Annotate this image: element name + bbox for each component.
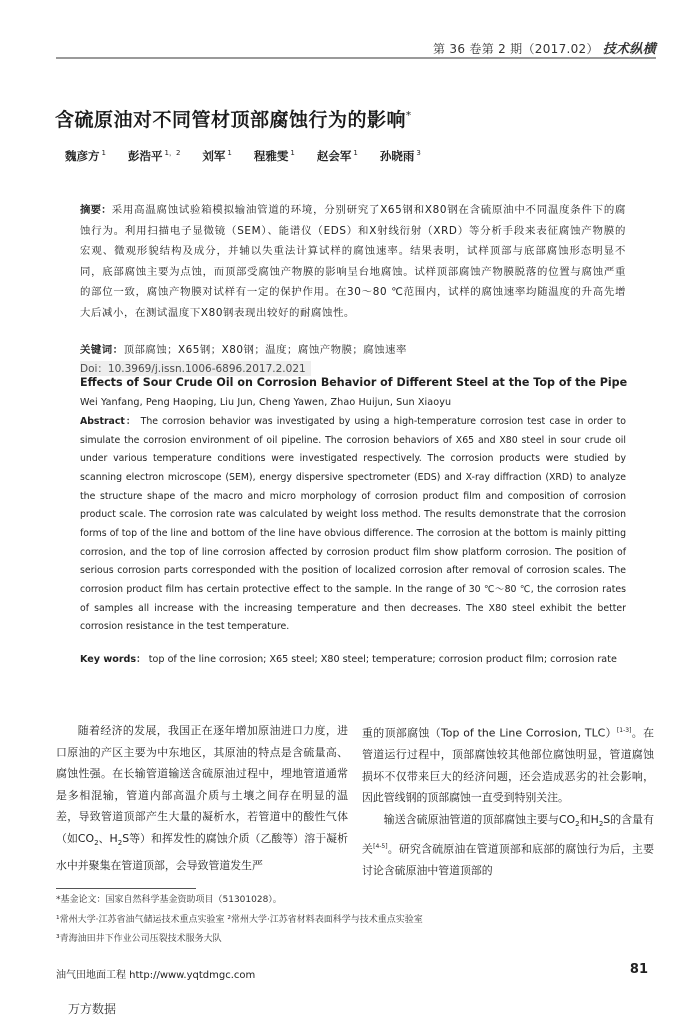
author: 程雅雯 $^1$: [253, 149, 295, 163]
english-title: Effects of Sour Crude Oil on Corrosion Behavior of Different Steel at the Top of the Pipe: [80, 376, 628, 389]
footnote-funding: *基金论文：国家自然科学基金资助项目（51301028）。: [56, 895, 282, 905]
author: 彭浩平 $^{1,2}$: [127, 149, 181, 163]
abstract-cn-label: 摘要：: [80, 204, 112, 216]
footnote-affiliation: ³青海油田井下作业公司压裂技术服务大队: [56, 934, 222, 944]
author: 刘军 $^1$: [202, 149, 232, 163]
abstract-en-text: The corrosion behavior was investigated by using a high-temperature corrosion test case in order to simulate the corrosion environment of oil pipeline. The corrosion behaviors of X65 and X80 steel in sour crude oil under various temperature conditions were investigated respectively. The corrosion products were studied by scanning electron microscope (SEM), energy dispersive spectrometer (EDS) and X-ray diffraction (XRD) to analyze the structure shape of the macro and micro morphology of corrosion product film and composition of corrosion product scale. The corrosion rate was calculated by weight loss method. The results demonstrate that the corrosion forms of top of the line and bottom of the line have obvious difference. The corrosion at the bottom is mainly pitting corrosion, and the top of line corrosion affected by corrosion product film show platform corrosion. The position of serious corrosion parts corresponded with the position of localized corrosion after removal of corrosion scales. The corrosion product film has certain protective effect to the sample. In the range of 30 ℃～80 ℃, the corrosion rates of samples all increase with the increasing temperature and then decreases. The X80 steel exhibit the better corrosion resistance in the test temperature.: [80, 416, 626, 633]
footnote-affiliation: ¹常州大学·江苏省油气储运技术重点实验室 ²常州大学·江苏省材料表面科学与技术重点实验室: [56, 915, 423, 925]
keywords-cn: 关键词：顶部腐蚀；X65钢；X80钢；温度；腐蚀产物膜；腐蚀速率: [80, 344, 407, 356]
abstract-cn: [80, 200, 626, 324]
body-paragraph: 随着经济的发展，我国正在逐年增加原油进口力度，进口原油的产区主要为中东地区，其原油的特点是含硫量高、腐蚀性强。在长输管道输送含硫原油过程中，埋地管道通常是多相混输，管道内部高温介质与土壤之间存在明显的温差，导致管道顶部产生大量的凝析水，若管道中的酸性气体（如$CO_2$、$H_2S$等）和挥发性的腐蚀介质（乙酸等）溶于凝析水中并聚集在管道顶部，会导致管道发生严: [56, 724, 348, 872]
abstract-en-label: Abstract：: [80, 416, 137, 427]
page-number: 81: [629, 962, 648, 977]
footnote-rule: [56, 888, 196, 889]
article-title: 含硫原油对不同管材顶部腐蚀行为的影响*: [55, 109, 412, 131]
running-header: [433, 38, 656, 57]
doi-link[interactable]: Doi：10.3969/j.issn.1006-6896.2017.2.021: [80, 361, 311, 376]
body-column-right: [362, 720, 654, 882]
author: 魏彦方 $^1$: [65, 149, 106, 163]
body-column-left: [56, 720, 348, 876]
body-paragraph: 输送含硫原油管道的顶部腐蚀主要与$CO_2$和$H_2S$的含量有关[4-5]。研究含硫原油在管道顶部和底部的腐蚀行为后，主要讨论含硫原油中管道顶部的: [362, 813, 654, 877]
database-brand: 万方数据: [68, 1002, 117, 1016]
journal-footer: 油气田地面工程 http://www.yqtdmgc.com: [56, 970, 256, 981]
abstract-cn-text: 采用高温腐蚀试验箱模拟输油管道的环境，分别研究了X65钢和X80钢在含硫原油中不同温度条件下的腐蚀行为。利用扫描电子显微镜（SEM）、能谱仪（EDS）和X射线衍射（XRD）等分析手段来表征腐蚀产物膜的宏观、微观形貌结构及成分，并辅以失重法计算试样的腐蚀速率。结果表明，试样顶部与底部腐蚀形态明显不同，底部腐蚀主要为点蚀，而顶部受腐蚀产物膜的影响呈台地腐蚀。试样顶部腐蚀产物膜脱落的位置与腐蚀严重的部位一致，腐蚀产物膜对试样有一定的保护作用。在30～80 ℃范围内，试样的腐蚀速率均随温度的升高先增大后减小，在测试温度下X80钢表现出较好的耐腐蚀性。: [80, 204, 627, 319]
author: 孙晓雨 $^3$: [379, 149, 421, 163]
keywords-en: Key words： top of the line corrosion; X65 steel; X80 steel; temperature; corrosion product film; corrosion rate: [80, 654, 617, 665]
author: 赵会军 $^1$: [316, 149, 358, 163]
section-name: 技术纵横: [602, 42, 656, 57]
english-authors: Wei Yanfang, Peng Haoping, Liu Jun, Cheng Yawen, Zhao Huijun, Sun Xiaoyu: [80, 397, 452, 408]
author-list: [65, 148, 439, 164]
issue-info: 第 36 卷第 2 期（2017.02）: [433, 42, 599, 56]
header-rule: [56, 57, 656, 59]
body-paragraph: 重的顶部腐蚀（Top of the Line Corrosion, TLC）[1-3]。在管道运行过程中，顶部腐蚀较其他部位腐蚀明显，管道腐蚀损坏不仅带来巨大的经济问题，还会造成恶劣的社会影响，因此管线钢的顶部腐蚀一直受到特别关注。: [362, 726, 654, 805]
abstract-en: [80, 413, 626, 637]
